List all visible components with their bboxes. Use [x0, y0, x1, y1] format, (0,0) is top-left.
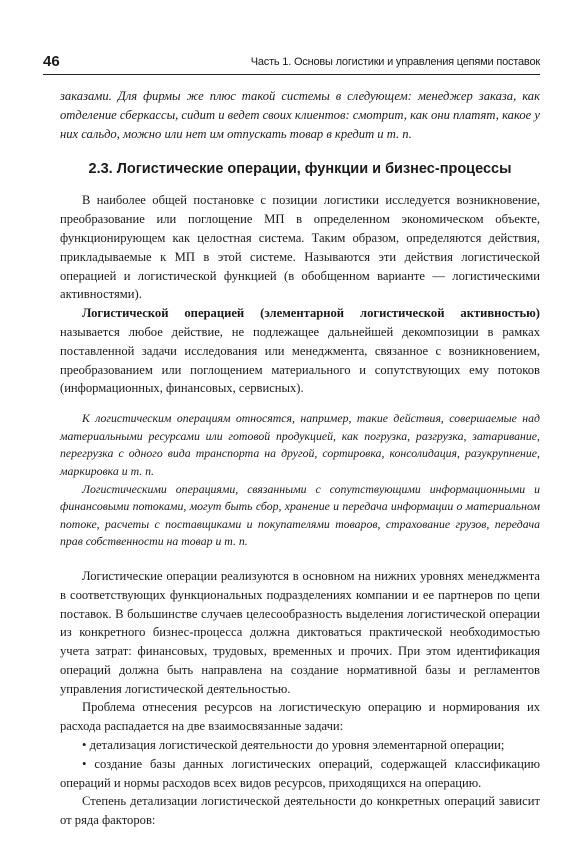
- bullet-icon: •: [82, 738, 90, 753]
- paragraph-2: [60, 304, 540, 398]
- bullet-icon: •: [82, 756, 95, 771]
- page-number: 46: [43, 53, 60, 70]
- paragraph-3: Логистические операции реализуются в основном на нижних уровнях менеджмента в соответствующих функциональных подразделениях компании и ее партнеров по цепи поставок. В большинстве случаев целесообразность выделения логистической операции из конкретного бизнес-процесса должна диктоваться практической необходимостью учета затрат: финансовых, трудовых, временных и прочих. При этом идентификация операций должна быть направлена на создание нормативной базы и регламентов управления логистической деятельностью.: [60, 568, 540, 696]
- bullet-item-2: [60, 755, 540, 793]
- bullet-item-1: [60, 736, 540, 755]
- running-title: Часть 1. Основы логистики и управления цепями поставок: [250, 56, 540, 68]
- page-header: [43, 52, 540, 75]
- bullet-text-1: детализация логистической деятельности до уровня элементарной операции;: [89, 738, 505, 753]
- definition-text: называется любое действие, не подлежащее дальнейшей декомпозиции в рамках поставленной задачи исследования или менеджмента, связанное с возникновением, преобразованием или поглощением материального и сопутствующих ему потоков (информационных, финансовых, сервисных).: [60, 324, 540, 396]
- example-2: Логистическими операциями, связанными с сопутствующими информационными и финансовыми потоками, могут быть сбор, хранение и передача информации о материальном потоке, расчеты с поставщиками и покупателями товаров, страхование грузов, передача прав собственности на товар и т. п.: [60, 481, 540, 549]
- paragraph-1: В наиболее общей постановке с позиции логистики исследуется возникновение, преобразование или поглощение МП в определенном экономическом объекте, функционирующем как целостная система. Таким образом, определяются действия, прикладываемые к МП в этой системе. Называются эти действия логистической операцией и логистической функцией (в обобщенном варианте — логистическими активностями).: [60, 193, 540, 302]
- paragraph-5: Степень детализации логистической деятельности до конкретных операций зависит от ряда факторов:: [60, 794, 540, 828]
- section-title: 2.3. Логистические операции, функции и бизнес-процессы: [88, 161, 512, 178]
- intro-continuation: заказами. Для фирмы же плюс такой системы в следующем: менеджер заказа, как отделение сберкассы, сидит и ведет своих клиентов: смотрит, как они платят, какое у них сальдо, можно или нет им отпускать товар в кредит и т. п.: [60, 89, 540, 141]
- example-1: К логистическим операциям относятся, например, такие действия, совершаемые над материальными ресурсами или готовой продукцией, как погрузка, разгрузка, затаривание, перегрузка с одного вида транспорта на другой, сортировка, консолидация, разукрупнение, маркировка и т. п.: [60, 411, 540, 478]
- page-content: [60, 87, 540, 830]
- definition-term: Логистической операцией (элементарной логистической активностью): [82, 306, 540, 321]
- paragraph-4: Проблема отнесения ресурсов на логистическую операцию и нормирования их расхода распадается на две взаимосвязанные задачи:: [60, 700, 540, 734]
- bullet-text-2: создание базы данных логистических операций, содержащей классификацию операций и нормы расходов всех видов ресурсов, приходящихся на операцию.: [60, 756, 541, 790]
